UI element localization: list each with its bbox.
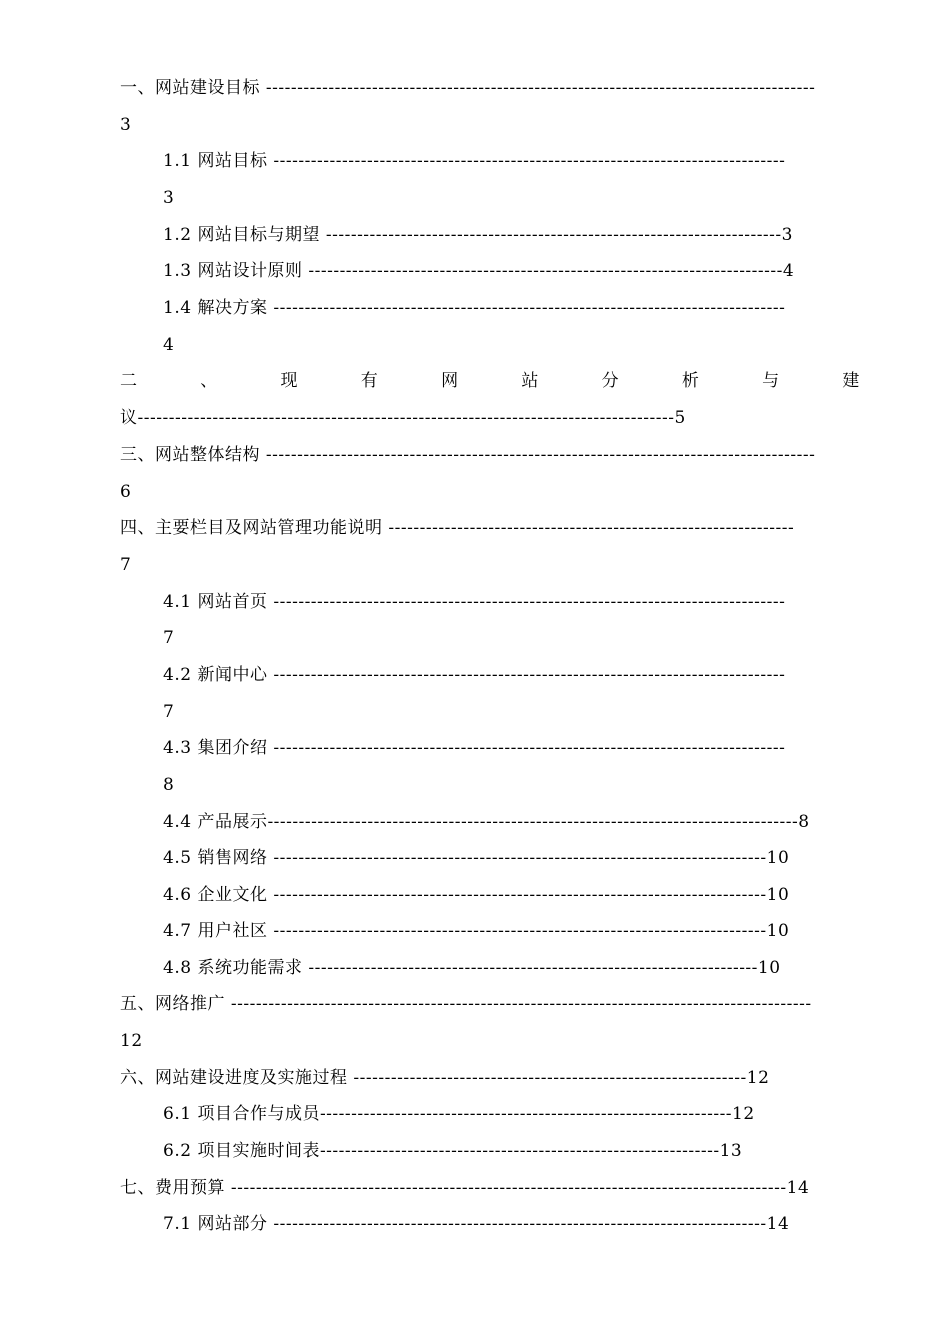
toc-entry-2-char: 现 bbox=[280, 371, 299, 391]
toc-entry-2-char: 分 bbox=[601, 371, 620, 391]
toc-entry-4-6[interactable]: 4.6 企业文化 -------------------------------------------------------------------------------10 bbox=[163, 885, 790, 905]
toc-entry-4-7[interactable]: 4.7 用户社区 -------------------------------------------------------------------------------10 bbox=[163, 921, 790, 941]
toc-entry-7-1[interactable]: 7.1 网站部分 -------------------------------------------------------------------------------14 bbox=[163, 1214, 790, 1234]
toc-entry-4[interactable]: 四、主要栏目及网站管理功能说明 ----------------------------------------------------------------- bbox=[120, 518, 795, 538]
toc-entry-6[interactable]: 六、网站建设进度及实施过程 ---------------------------------------------------------------12 bbox=[120, 1068, 770, 1088]
toc-entry-4-1[interactable]: 4.1 网站首页 ---------------------------------------------------------------------------------- bbox=[163, 592, 786, 612]
toc-entry-1-3[interactable]: 1.3 网站设计原则 ----------------------------------------------------------------------------4 bbox=[163, 261, 795, 281]
toc-entry-4-5[interactable]: 4.5 销售网络 -------------------------------------------------------------------------------10 bbox=[163, 848, 790, 868]
toc-entry-1[interactable]: 一、网站建设目标 ---------------------------------------------------------------------------------------- bbox=[120, 78, 816, 98]
toc-entry-5-page: 12 bbox=[120, 1031, 143, 1051]
toc-entry-5[interactable]: 五、网络推广 --------------------------------------------------------------------------------------------- bbox=[120, 994, 812, 1014]
toc-entry-2-char: 站 bbox=[521, 371, 539, 391]
toc-entry-3-page: 6 bbox=[120, 482, 132, 502]
toc-entry-4-3[interactable]: 4.3 集团介绍 ---------------------------------------------------------------------------------- bbox=[163, 738, 786, 758]
toc-entry-2-char: 、 bbox=[200, 371, 218, 391]
toc-entry-1-1-page: 3 bbox=[163, 188, 175, 208]
toc-entry-2-tail[interactable]: 议--------------------------------------------------------------------------------------5 bbox=[120, 408, 686, 428]
toc-entry-2-char: 网 bbox=[441, 371, 459, 391]
toc-entry-4-3-page: 8 bbox=[163, 775, 175, 795]
toc-entry-7[interactable]: 七、费用预算 -----------------------------------------------------------------------------------------14 bbox=[120, 1178, 810, 1198]
toc-entry-4-1-page: 7 bbox=[163, 628, 175, 648]
toc-entry-2-char: 二 bbox=[120, 371, 138, 391]
toc-entry-2-char: 析 bbox=[681, 371, 700, 391]
toc-entry-2-char: 与 bbox=[762, 371, 780, 391]
toc-entry-4-8[interactable]: 4.8 系统功能需求 ------------------------------------------------------------------------10 bbox=[163, 958, 781, 978]
toc-entry-6-1[interactable]: 6.1 项目合作与成员------------------------------------------------------------------12 bbox=[163, 1104, 755, 1124]
toc-entry-6-2[interactable]: 6.2 项目实施时间表----------------------------------------------------------------13 bbox=[163, 1141, 743, 1161]
toc-entry-4-2-page: 7 bbox=[163, 702, 175, 722]
toc-entry-4-2[interactable]: 4.2 新闻中心 ---------------------------------------------------------------------------------- bbox=[163, 665, 786, 685]
toc-entry-4-4[interactable]: 4.4 产品展示-------------------------------------------------------------------------------------8 bbox=[163, 812, 810, 832]
toc-entry-3[interactable]: 三、网站整体结构 ---------------------------------------------------------------------------------------- bbox=[120, 445, 816, 465]
toc-entry-1-1[interactable]: 1.1 网站目标 ---------------------------------------------------------------------------------- bbox=[163, 151, 786, 171]
toc-entry-1-page: 3 bbox=[120, 115, 132, 135]
toc-entry-4-page: 7 bbox=[120, 555, 132, 575]
toc-entry-2-spread[interactable] bbox=[120, 369, 860, 393]
toc-entry-1-4[interactable]: 1.4 解决方案 ---------------------------------------------------------------------------------- bbox=[163, 298, 786, 318]
toc-entry-2-char: 建 bbox=[842, 371, 860, 391]
toc-entry-1-4-page: 4 bbox=[163, 335, 175, 355]
toc-entry-2-char: 有 bbox=[360, 371, 379, 391]
toc-entry-1-2[interactable]: 1.2 网站目标与期望 -------------------------------------------------------------------------3 bbox=[163, 225, 793, 245]
